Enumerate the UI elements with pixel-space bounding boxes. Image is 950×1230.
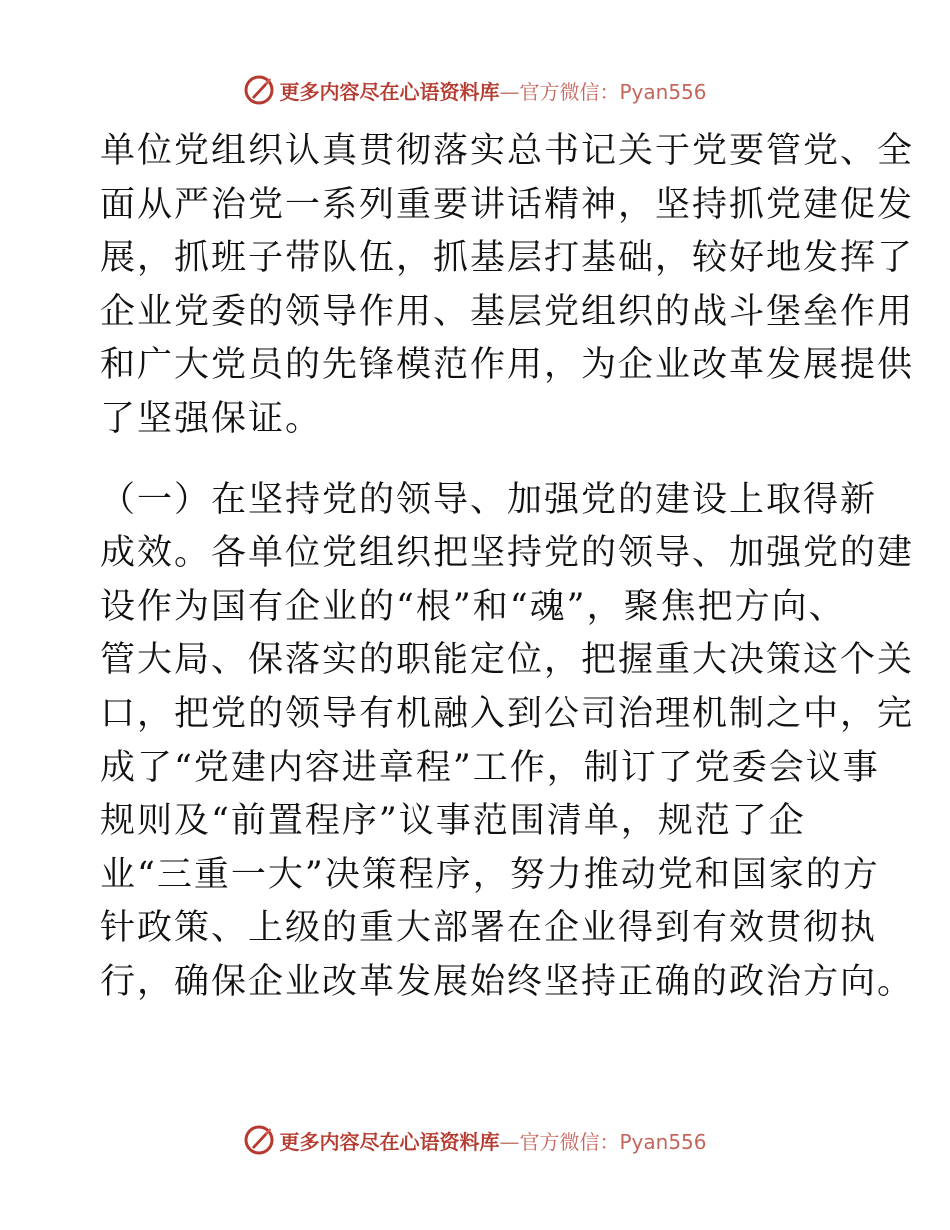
watermark-separator: — [499,1129,520,1154]
footer-watermark [0,1120,950,1160]
watermark-contact-id: Pyan556 [619,1129,707,1154]
quill-pen-logo-icon [243,1124,275,1156]
watermark-site-text: 更多内容尽在心语资料库 [279,79,500,104]
text-line: 企业党委的领导作用、基层党组织的战斗堡垒作用 [100,291,915,332]
text-line: 业“三重一大”决策程序，努力推动党和国家的方 [100,854,880,895]
text-line: （一）在坚持党的领导、加强党的建设上取得新 [100,479,878,520]
watermark-separator: — [499,79,520,104]
text-line: 和广大党员的先锋模范作用，为企业改革发展提供 [100,345,915,386]
text-line: 了坚强保证。 [100,398,323,439]
document-body [100,125,915,1010]
text-line: 管大局、保落实的职能定位，把握重大决策这个关 [100,640,915,681]
watermark-text [279,76,706,105]
watermark-contact-id: Pyan556 [619,79,707,104]
text-line: 展，抓班子带队伍，抓基层打基础，较好地发挥了 [100,238,915,279]
watermark-contact-label: 官方微信： [519,1129,620,1154]
text-line: 针政策、上级的重大部署在企业得到有效贯彻执 [100,908,878,949]
quill-pen-logo-icon [243,74,275,106]
text-line: 成效。各单位党组织把坚持党的领导、加强党的建 [100,533,915,574]
text-line: 面从严治党一系列重要讲话精神，坚持抓党建促发 [100,184,915,225]
text-line: 设作为国有企业的“根”和“魂”，聚焦把方向、 [100,586,846,627]
paragraph-1 [100,125,915,447]
text-line: 单位党组织认真贯彻落实总书记关于党要管党、全 [100,131,915,171]
watermark-contact-label: 官方微信： [519,79,620,104]
paragraph-2 [100,474,915,1010]
watermark-site-text: 更多内容尽在心语资料库 [279,1129,500,1154]
header-watermark [0,70,950,110]
text-line: 口，把党的领导有机融入到公司治理机制之中，完 [100,693,915,734]
text-line: 行，确保企业改革发展始终坚持正确的政治方向。 [100,961,915,1002]
text-line: 规则及“前置程序”议事范围清单，规范了企 [100,801,806,842]
watermark-text [279,1126,706,1155]
text-line: 成了“党建内容进章程”工作，制订了党委会议事 [100,747,880,788]
